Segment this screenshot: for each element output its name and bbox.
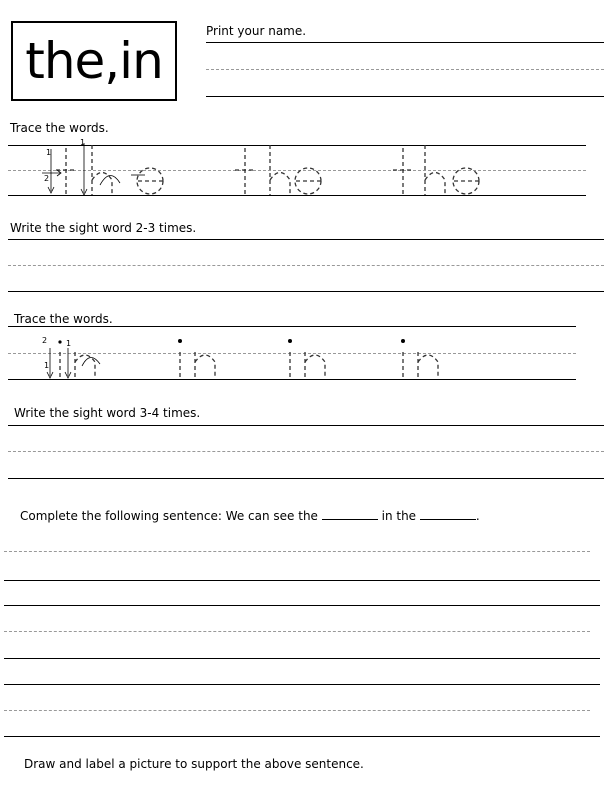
sentence-row3-mid[interactable] xyxy=(4,710,590,711)
write-in-line-bottom xyxy=(8,478,604,479)
write-in-line-mid[interactable] xyxy=(8,451,604,452)
sentence-row1-bottom xyxy=(4,580,600,581)
stroke-arrows-the xyxy=(42,143,145,195)
write-the-line-top xyxy=(8,239,604,240)
in-stroke-number-2: 1 xyxy=(66,339,72,348)
sight-word-title-box xyxy=(11,21,177,101)
name-line-bottom xyxy=(206,96,604,97)
stroke-number-3: 1 xyxy=(80,138,86,147)
trace-the-heading: Trace the words. xyxy=(10,121,109,135)
trace-in-words[interactable] xyxy=(0,330,612,385)
in-stroke-number-1: 2 xyxy=(42,336,48,345)
trace-in-word-2 xyxy=(180,352,215,378)
name-line-top xyxy=(206,42,604,43)
sight-word-title: the,in xyxy=(25,32,163,90)
stroke-arrows-in xyxy=(47,348,100,378)
sentence-row1-mid[interactable] xyxy=(4,551,590,552)
stroke-number-2: 2 xyxy=(44,174,50,183)
trace-the-word-3 xyxy=(393,145,479,195)
trace-the-word-1 xyxy=(56,145,163,195)
trace-in-line-top xyxy=(8,326,576,327)
sentence-blank-2[interactable] xyxy=(420,509,476,520)
sentence-prefix: Complete the following sentence: We can see the xyxy=(20,509,318,523)
draw-prompt: Draw and label a picture to support the above sentence. xyxy=(24,757,364,771)
write-the-heading: Write the sight word 2-3 times. xyxy=(10,221,197,235)
i-dots xyxy=(58,339,405,344)
sentence-end: . xyxy=(475,509,480,523)
trace-the-words[interactable] xyxy=(0,135,612,205)
trace-in-word-3 xyxy=(290,352,325,378)
trace-the-word-2 xyxy=(235,145,321,195)
trace-in-word-4 xyxy=(403,352,438,378)
write-the-line-mid[interactable] xyxy=(8,265,604,266)
sentence-row3-bottom xyxy=(4,736,600,737)
sentence-row2-mid[interactable] xyxy=(4,631,590,632)
stroke-number-1: 1 xyxy=(46,148,52,157)
trace-in-word-1 xyxy=(60,352,95,378)
sentence-row3-top xyxy=(4,684,600,685)
sentence-row2-top xyxy=(4,605,600,606)
sentence-middle: in the xyxy=(381,509,417,523)
trace-in-heading: Trace the words. xyxy=(14,312,113,326)
name-line-mid[interactable] xyxy=(206,69,604,70)
in-stroke-number-3: 1 xyxy=(44,361,50,370)
write-the-line-bottom xyxy=(8,291,604,292)
name-prompt: Print your name. xyxy=(206,24,307,38)
sentence-row2-bottom xyxy=(4,658,600,659)
write-in-heading: Write the sight word 3-4 times. xyxy=(14,406,201,420)
write-in-line-top xyxy=(8,425,604,426)
complete-sentence-prompt xyxy=(20,509,480,523)
sentence-blank-1[interactable] xyxy=(322,509,378,520)
